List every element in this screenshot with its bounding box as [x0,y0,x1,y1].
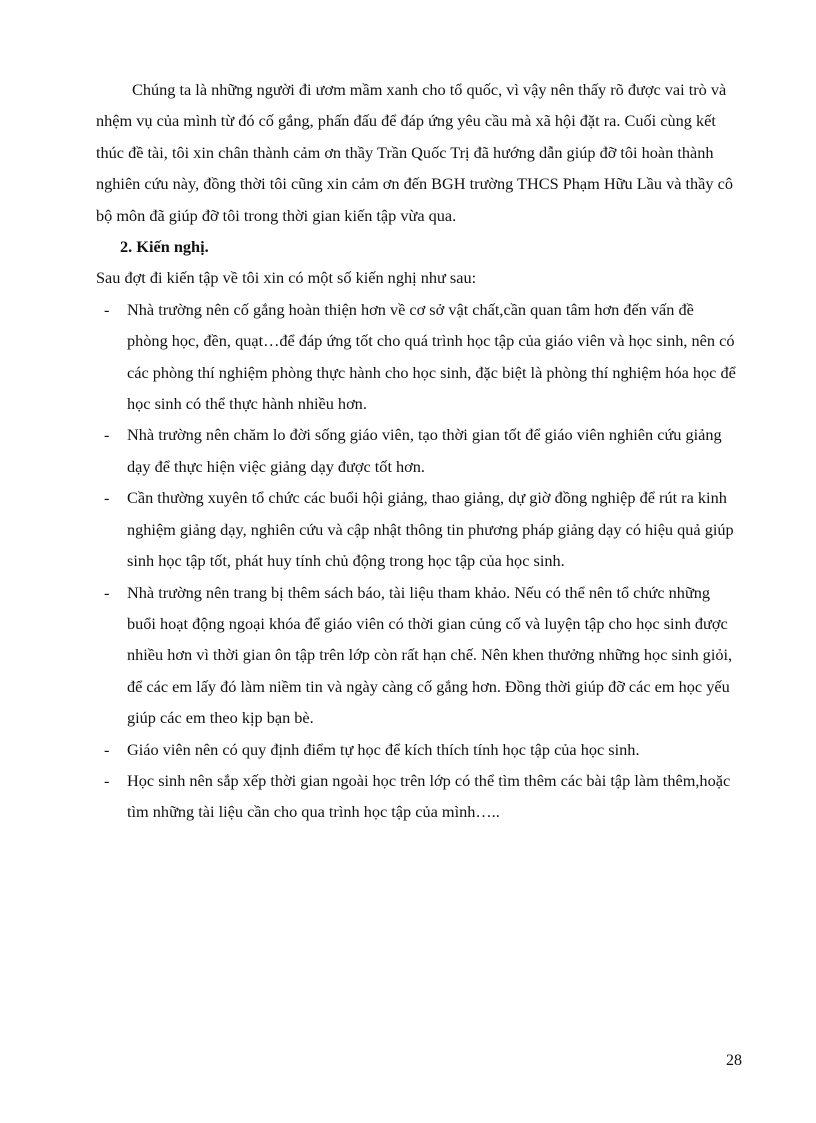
bullet-dash: - [104,739,110,759]
recommendations-lead: Sau đợt đi kiến tập về tôi xin có một số kiến nghị như sau: [96,268,477,288]
list-item [96,294,736,420]
section-heading: 2. Kiến nghị. [120,237,209,257]
list-item [96,419,736,482]
list-item-text: Cần thường xuyên tổ chức các buổi hội giảng, thao giảng, dự giờ đồng nghiệp để rút ra kinh nghiệm giảng dạy, nghiên cứu và cập nhật thông tin phương pháp giảng dạy có hiệu quả giúp sinh học tập tốt, phát huy tính chủ động trong học tập của học sinh. [127,488,734,571]
list-item [96,482,736,576]
list-item [96,734,736,765]
page-number: 28 [726,1052,742,1069]
bullet-dash: - [104,299,110,319]
page-content [96,74,736,828]
list-item [96,577,736,734]
list-item-text: Nhà trường nên cố gắng hoàn thiện hơn về cơ sở vật chất,cần quan tâm hơn đến vấn đề phòng học, đền, quạt…để đáp ứng tốt cho quá trình học tập của giáo viên và học sinh, nên có các phòng thí nghiệm phòng thực hành cho học sinh, đặc biệt là phòng thí nghiệm hóa học để học sinh có thể thực hành nhiều hơn. [127,299,736,414]
bullet-dash: - [104,582,110,602]
bullet-dash: - [104,488,110,508]
bullet-dash: - [104,770,110,790]
bullet-dash: - [104,425,110,445]
intro-paragraph: Chúng ta là những người đi ươm mầm xanh cho tổ quốc, vì vậy nên thấy rõ được vai trò và nhệm vụ của mình từ đó cố gắng, phấn đấu để đáp ứng yêu cầu mà xã hội đặt ra. Cuối cùng kết thúc đề tài, tôi xin chân thành cảm ơn thầy Trần Quốc Trị đã hướng dẫn giúp đỡ tôi hoàn thành nghiên cứu này, đồng thời tôi cũng xin cảm ơn đến BGH trường THCS Phạm Hữu Lầu và thầy cô bộ môn đã giúp đỡ tôi trong thời gian kiến tập vừa qua. [96,80,733,225]
list-item-text: Học sinh nên sắp xếp thời gian ngoài học trên lớp có thể tìm thêm các bài tập làm thêm,hoặc tìm những tài liệu cần cho qua trình học tập của mình….. [127,770,731,822]
recommendations-list [96,294,736,828]
list-item-text: Giáo viên nên có quy định điểm tự học để kích thích tính học tập của học sinh. [127,739,640,759]
list-item-text: Nhà trường nên chăm lo đời sống giáo viên, tạo thời gian tốt để giáo viên nghiên cứu giảng dạy để thực hiện việc giảng dạy được tốt hơn. [127,425,722,476]
list-item [96,765,736,828]
list-item-text: Nhà trường nên trang bị thêm sách báo, tài liệu tham khảo. Nếu có thể nên tổ chức những buổi hoạt động ngoại khóa để giáo viên có thời gian củng cố và luyện tập cho học sinh được nhiều hơn vì thời gian ôn tập trên lớp còn rất hạn chế. Nên khen thưởng những học sinh giỏi, để các em lấy đó làm niềm tin và ngày càng cố gắng hơn. Đồng thời giúp đỡ các em học yếu giúp các em theo kịp bạn bè. [127,582,733,728]
